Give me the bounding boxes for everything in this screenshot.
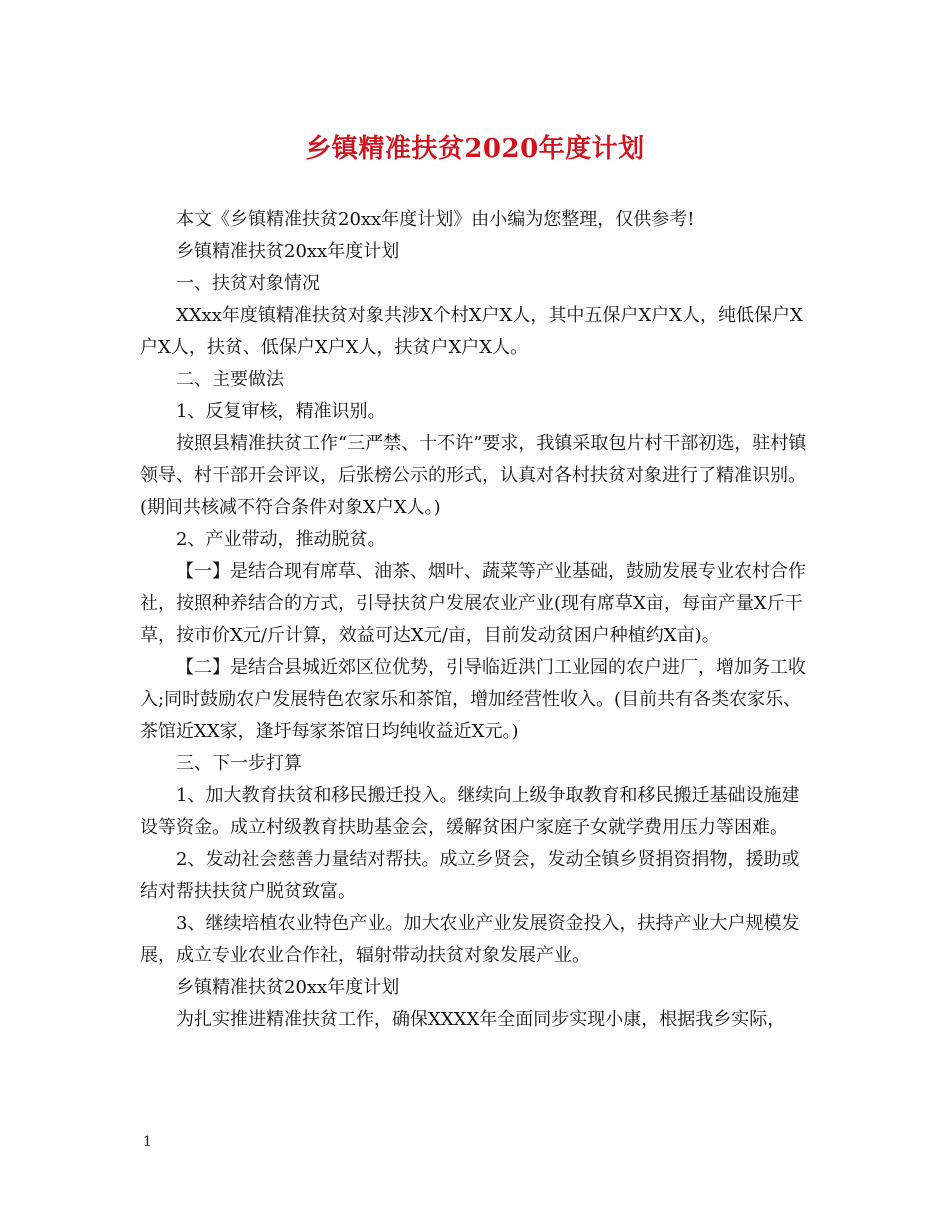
paragraph: 3、继续培植农业特色产业。加大农业产业发展资金投入，扶持产业大户规模发展，成立专业农业合作社，辐射带动扶贫对象发展产业。 <box>140 913 800 966</box>
paragraph-intro: 本文《乡镇精准扶贫20xx年度计划》由小编为您整理，仅供参考! <box>176 209 695 230</box>
section-heading-2: 二、主要做法 <box>176 369 284 390</box>
subheading: 1、反复审核，精准识别。 <box>176 401 386 422</box>
section-heading-1: 一、扶贫对象情况 <box>176 273 320 294</box>
document-title: 乡镇精准扶贫2020年度计划 <box>305 134 645 164</box>
paragraph: XXxx年度镇精准扶贫对象共涉X个村X户X人，其中五保户X户X人，纯低保户X户X人，扶贫、低保户X户X人，扶贫户X户X人。 <box>140 305 803 358</box>
paragraph: 1、加大教育扶贫和移民搬迁投入。继续向上级争取教育和移民搬迁基础设施建设等资金。成立村级教育扶助基金会，缓解贫困户家庭子女就学费用压力等困难。 <box>140 785 800 838</box>
paragraph: 【一】是结合现有席草、油茶、烟叶、蔬菜等产业基础，鼓励发展专业农村合作社，按照种养结合的方式，引导扶贫户发展农业产业(现有席草X亩，每亩产量X斤干草，按市价X元/斤计算，效益可达X元/亩，目前发动贫困户种植约X亩)。 <box>140 561 806 646</box>
section-heading-3: 三、下一步打算 <box>176 753 302 774</box>
document-body <box>140 204 812 1036</box>
paragraph: 按照县精准扶贫工作“三严禁、十不许”要求，我镇采取包片村干部初选，驻村镇领导、村干部开会评议，后张榜公示的形式，认真对各村扶贫对象进行了精准识别。(期间共核减不符合条件对象X户X人。) <box>140 433 807 518</box>
paragraph: 2、发动社会慈善力量结对帮扶。成立乡贤会，发动全镇乡贤捐资捐物，援助或结对帮扶扶贫户脱贫致富。 <box>140 849 800 902</box>
page-number: 1 <box>143 1134 152 1150</box>
paragraph: 【二】是结合县城近郊区位优势，引导临近洪门工业园的农户进厂，增加务工收入;同时鼓励农户发展特色农家乐和茶馆，增加经营性收入。(目前共有各类农家乐、茶馆近XX家，逢圩每家茶馆日均纯收益近X元。) <box>140 657 806 742</box>
paragraph-subtitle: 乡镇精准扶贫20xx年度计划 <box>176 977 400 998</box>
paragraph-subtitle: 乡镇精准扶贫20xx年度计划 <box>176 241 400 262</box>
subheading: 2、产业带动，推动脱贫。 <box>176 529 386 550</box>
paragraph: 为扎实推进精准扶贫工作，确保XXXX年全面同步实现小康，根据我乡实际， <box>176 1009 786 1030</box>
